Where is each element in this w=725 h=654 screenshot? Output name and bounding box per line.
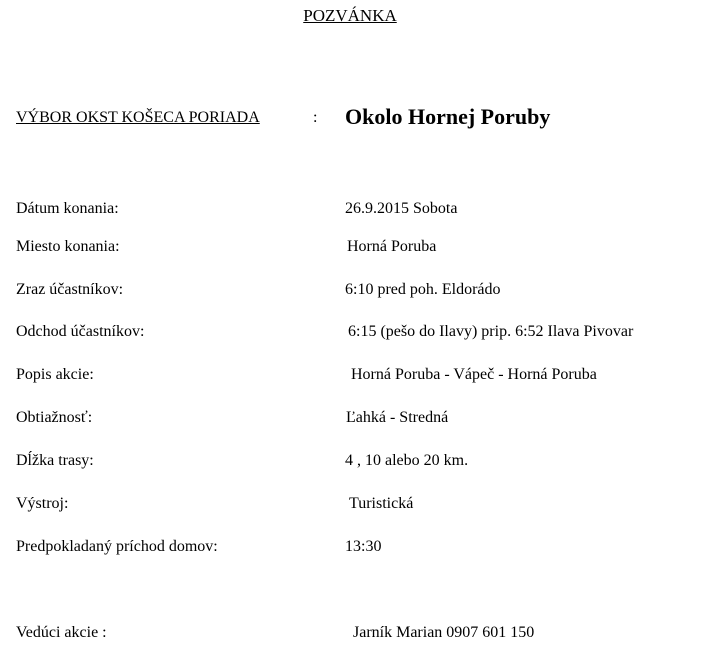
event-name: Okolo Hornej Poruby xyxy=(345,104,551,129)
location-value: Horná Poruba xyxy=(347,238,437,255)
description-label: Popis akcie: xyxy=(16,366,94,383)
description-value: Horná Poruba - Vápeč - Horná Poruba xyxy=(351,366,597,383)
date-label: Dátum konania: xyxy=(16,200,119,217)
leader-label: Vedúci akcie : xyxy=(16,624,107,641)
return-time-label: Predpokladaný príchod domov: xyxy=(16,538,218,555)
organizer-colon: : xyxy=(313,109,318,126)
route-length-value: 4 , 10 alebo 20 km. xyxy=(345,452,469,469)
departure-value: 6:15 (pešo do Ilavy) prip. 6:52 Ilava Pivovar xyxy=(348,323,634,340)
organizer-label: VÝBOR OKST KOŠECA PORIADA xyxy=(16,109,260,126)
document-title: POZVÁNKA xyxy=(303,6,397,25)
location-label: Miesto konania: xyxy=(16,238,120,255)
leader-value: Jarník Marian 0907 601 150 xyxy=(353,624,535,641)
equipment-value: Turistická xyxy=(349,495,414,512)
difficulty-value: Ľahká - Stredná xyxy=(346,409,449,426)
departure-label: Odchod účastníkov: xyxy=(16,323,145,340)
meeting-value: 6:10 pred poh. Eldorádo xyxy=(345,281,501,298)
difficulty-label: Obtiažnosť: xyxy=(16,409,93,426)
date-value: 26.9.2015 Sobota xyxy=(345,200,458,217)
return-time-value: 13:30 xyxy=(345,538,382,555)
meeting-label: Zraz účastníkov: xyxy=(16,281,124,298)
route-length-label: Dĺžka trasy: xyxy=(16,452,94,469)
equipment-label: Výstroj: xyxy=(16,495,69,512)
